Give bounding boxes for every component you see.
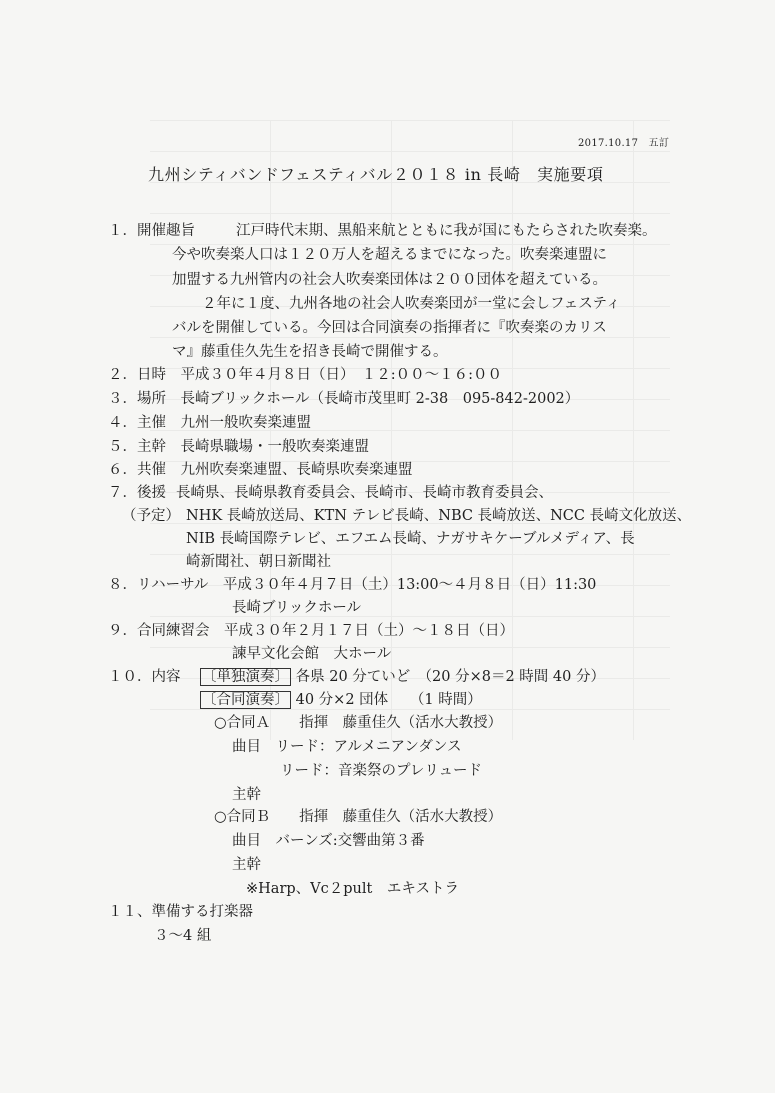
section-7-line-1: 長崎県、長崎県教育委員会、長崎市、長崎市教育委員会、 (176, 485, 553, 501)
group-a-conductor: ○合同Ａ 指揮 藤重佳久（活水大教授） (214, 715, 503, 731)
group-b-note: ※Harp、Vc２pult エキストラ (246, 881, 460, 897)
section-3-venue: ３．場所 長崎ブリックホール（長崎市茂里町 2-38 095-842-2002） (108, 391, 580, 407)
section-8-rehearsal: ８．リハーサル 平成３０年４月７日（土）13:00～４月８日（日）11:30 (108, 577, 597, 593)
group-a-piece-2: リード：音楽祭のプレリュード (280, 763, 482, 779)
section-11-value: ３～4 組 (154, 928, 212, 944)
section-7-note: （予定） (122, 508, 180, 524)
group-a-lead: 主幹 (232, 787, 261, 803)
section-5-manager: ５．主幹 長崎県職場・一般吹奏楽連盟 (108, 439, 369, 455)
section-4-organizer: ４．主催 九州一般吹奏楽連盟 (108, 415, 311, 431)
section-9-venue: 諫早文化会館 大ホール (232, 646, 392, 662)
section-2-datetime: ２．日時 平成３０年４月８日（日） １２:００～１６:００ (108, 367, 503, 383)
group-b-piece-1: 曲目 バーンズ:交響曲第３番 (232, 833, 425, 849)
section-1-line-5: バルを開催している。今回は合同演奏の指揮者に『吹奏楽のカリス (172, 320, 607, 336)
section-10-label: １０．内容 (108, 669, 181, 685)
solo-text: 各県 20 分ていど （20 分×8＝2 時間 40 分） (295, 669, 605, 685)
section-1-line-4: ２年に１度、九州各地の社会人吹奏楽団が一堂に会しフェスティ (202, 296, 621, 312)
section-1-line-6: マ』藤重佳久先生を招き長崎で開催する。 (172, 344, 448, 360)
solo-performance (200, 668, 605, 686)
group-b-lead: 主幹 (232, 857, 261, 873)
section-1-line-2: 今や吹奏楽人口は１２０万人を超えるまでになった。吹奏楽連盟に (172, 247, 607, 263)
section-8-venue: 長崎ブリックホール (232, 600, 362, 616)
joint-tag: 〔合同演奏〕 (202, 692, 289, 708)
section-1-line-1: 江戸時代末期、黒船来航とともに我が国にもたらされた吹奏楽。 (236, 223, 657, 239)
section-6-cohost: ６．共催 九州吹奏楽連盟、長崎県吹奏楽連盟 (108, 462, 413, 478)
joint-text: 40 分×2 団体 （1 時間） (295, 692, 482, 708)
section-1-line-3: 加盟する九州管内の社会人吹奏楽団体は２００団体を超えている。 (172, 272, 607, 288)
page-title: 九州シティバンドフェスティバル２０１８ in 長崎 実施要項 (148, 165, 604, 184)
group-a-piece-1: 曲目 リード：アルメニアンダンス (232, 739, 462, 755)
revision-date: 2017.10.17 五訂 (578, 138, 670, 149)
section-7-line-2: NHK 長崎放送局、KTN テレビ長崎、NBC 長崎放送、NCC 長崎文化放送、 (186, 508, 692, 524)
section-7-line-4: 崎新聞社、朝日新聞社 (186, 554, 331, 570)
section-7-label: ７．後援 (108, 485, 166, 501)
group-b-conductor: ○合同Ｂ 指揮 藤重佳久（活水大教授） (214, 809, 503, 825)
section-9-practice: ９．合同練習会 平成３０年２月１７日（土）～１８日（日） (108, 623, 514, 639)
joint-performance (200, 691, 482, 709)
solo-tag: 〔単独演奏〕 (202, 669, 289, 685)
section-1-label: １．開催趣旨 (108, 223, 195, 239)
section-11-label: １１、準備する打楽器 (108, 904, 253, 920)
section-7-line-3: NIB 長崎国際テレビ、エフエム長崎、ナガサキケーブルメディア、長 (186, 531, 635, 547)
